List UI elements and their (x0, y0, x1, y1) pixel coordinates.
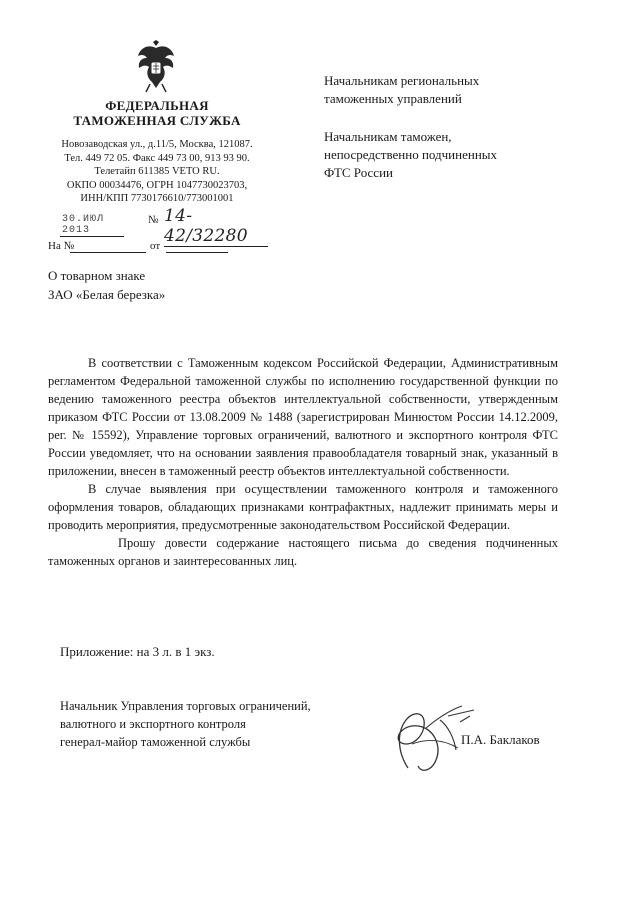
attachment-note: Приложение: на 3 л. в 1 экз. (60, 644, 215, 659)
address-line: Телетайп 611385 VETO RU. (94, 166, 220, 178)
letter-number: 14-42/32280 (164, 206, 268, 247)
address-line: ИНН/КПП 7730176610/773001001 (80, 193, 234, 205)
org-name-line2: ТАМОЖЕННАЯ СЛУЖБА (73, 113, 241, 128)
address-line: Тел. 449 72 05. Факс 449 73 00, 913 93 90. (64, 152, 250, 164)
reference-number-label: На № (48, 240, 75, 252)
reference-number-line (70, 252, 146, 253)
letter-subject (48, 266, 165, 304)
organization-address (48, 138, 266, 206)
addressee-line: таможенных управлений (324, 91, 462, 106)
addressee-customs (324, 128, 497, 182)
reference-row (48, 240, 268, 258)
body-paragraph: В случае выявления при осуществлении таможенного контроля и таможенного оформления товаров, обладающих признаками контрафактных, надлежит принимать меры и проводить мероприятия, предусмотренные законодательством Российской Федерации. (48, 482, 558, 532)
addressee-line: непосредственно подчиненных (324, 147, 498, 162)
position-line: валютного и экспортного контроля (60, 717, 246, 731)
position-line: генерал-майор таможенной службы (60, 735, 251, 749)
reference-date-label: от (150, 240, 161, 252)
position-line: Начальник Управления торговых ограничений, (60, 699, 311, 713)
addressee-line: Начальникам таможен, (324, 129, 452, 144)
body-paragraph: В соответствии с Таможенным кодексом Российской Федерации, Административным регламентом Федеральной таможенной службы по исполнению государственной функции по ведению таможенного реестра объектов интеллектуальной собственности, утвержденным приказом ФТС России от 13.08.2009 № 1488 (зарегистрирован Минюстом России 14.12.2009, рег. № 15592), Управление торговых ограничений, валютного и экспортного контроля ФТС России уведомляет, что на основании заявления правообладателя товарный знак, указанный в приложении, внесен в таможенный реестр объектов интеллектуальной собственности. (48, 356, 558, 478)
coat-of-arms-icon (134, 40, 178, 94)
addressee-regional (324, 72, 479, 108)
signer-name: П.А. Баклаков (461, 732, 540, 747)
address-line: Новозаводская ул., д.11/5, Москва, 121087. (61, 139, 253, 150)
subject-line: О товарном знаке (48, 268, 146, 283)
addressee-line: Начальникам региональных (324, 73, 480, 88)
organization-name (60, 98, 254, 128)
signatory-position (60, 697, 311, 751)
letter-date: 30.ИЮЛ 2013 (60, 214, 124, 237)
reference-date-line (166, 252, 228, 253)
subject-line: ЗАО «Белая березка» (48, 287, 166, 302)
letter-body (48, 354, 558, 570)
org-name-line1: ФЕДЕРАЛЬНАЯ (105, 98, 209, 113)
number-label: № (148, 214, 159, 226)
address-line: ОКПО 00034476, ОГРН 1047730023703, (66, 179, 248, 191)
body-paragraph: Прошу довести содержание настоящего письма до сведения подчиненных таможенных органов и заинтересованных лиц. (48, 536, 558, 568)
addressee-line: ФТС России (324, 165, 393, 180)
